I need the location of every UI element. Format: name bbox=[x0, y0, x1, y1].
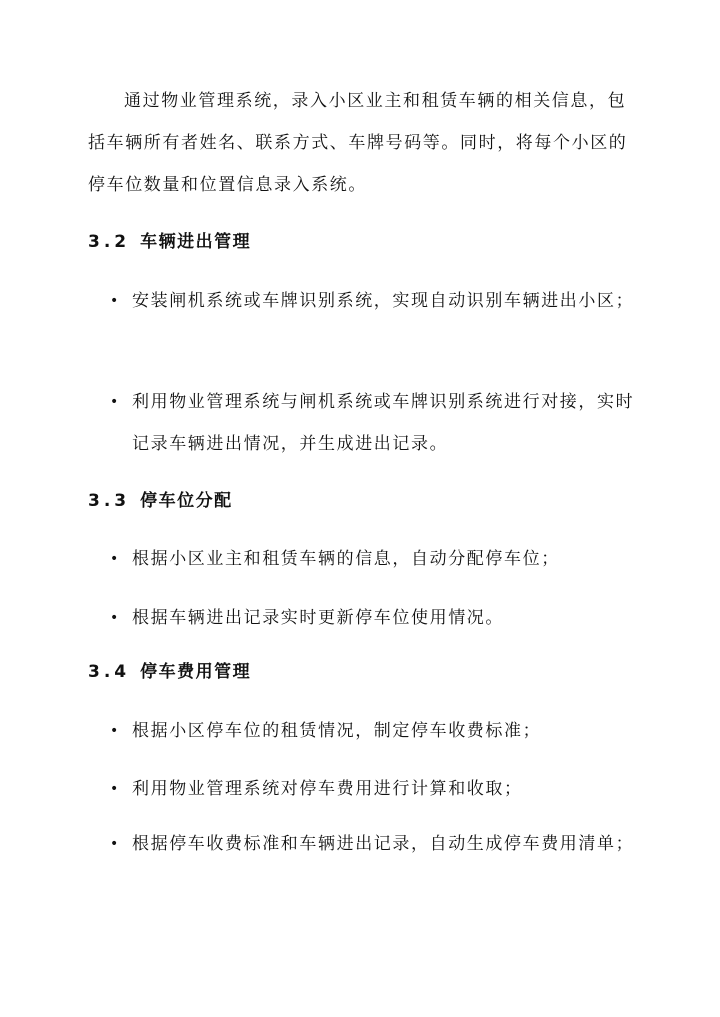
section-title: 车辆进出管理 bbox=[140, 232, 252, 252]
list-item-text: 利用物业管理系统对停车费用进行计算和收取； bbox=[132, 779, 523, 799]
section-heading-3-2 bbox=[88, 230, 251, 254]
intro-paragraph: 通过物业管理系统，录入小区业主和租赁车辆的相关信息，包括车辆所有者姓名、联系方式、车牌号码等。同时，将每个小区的停车位数量和位置信息录入系统。 bbox=[88, 91, 628, 195]
list-item bbox=[110, 381, 635, 465]
section-title: 停车费用管理 bbox=[140, 662, 252, 682]
bullet-icon: • bbox=[110, 293, 120, 309]
list-item bbox=[110, 597, 635, 639]
section-title: 停车位分配 bbox=[140, 491, 233, 511]
bullet-icon: • bbox=[110, 781, 120, 797]
list-item-text: 根据车辆进出记录实时更新停车位使用情况。 bbox=[132, 608, 504, 628]
list-item bbox=[110, 538, 635, 580]
list-item-text: 根据停车收费标准和车辆进出记录，自动生成停车费用清单； bbox=[132, 834, 635, 854]
bullet-icon: • bbox=[110, 610, 120, 626]
section-heading-3-3 bbox=[88, 489, 233, 513]
section-number: 3.3 bbox=[88, 491, 131, 511]
list-item bbox=[110, 768, 635, 810]
list-item-text: 利用物业管理系统与闸机系统或车牌识别系统进行对接，实时记录车辆进出情况，并生成进出记录。 bbox=[132, 392, 635, 454]
list-item bbox=[110, 710, 635, 752]
list-item-text: 安装闸机系统或车牌识别系统，实现自动识别车辆进出小区； bbox=[132, 291, 635, 311]
section-number: 3.2 bbox=[88, 232, 131, 252]
section-number: 3.4 bbox=[88, 662, 131, 682]
list-item-text: 根据小区停车位的租赁情况，制定停车收费标准； bbox=[132, 721, 542, 741]
bullet-icon: • bbox=[110, 394, 120, 410]
list-item bbox=[110, 280, 635, 322]
bullet-icon: • bbox=[110, 551, 120, 567]
section-heading-3-4 bbox=[88, 660, 251, 684]
bullet-icon: • bbox=[110, 836, 120, 852]
bullet-icon: • bbox=[110, 723, 120, 739]
list-item-text: 根据小区业主和租赁车辆的信息，自动分配停车位； bbox=[132, 549, 560, 569]
list-item bbox=[110, 823, 635, 865]
